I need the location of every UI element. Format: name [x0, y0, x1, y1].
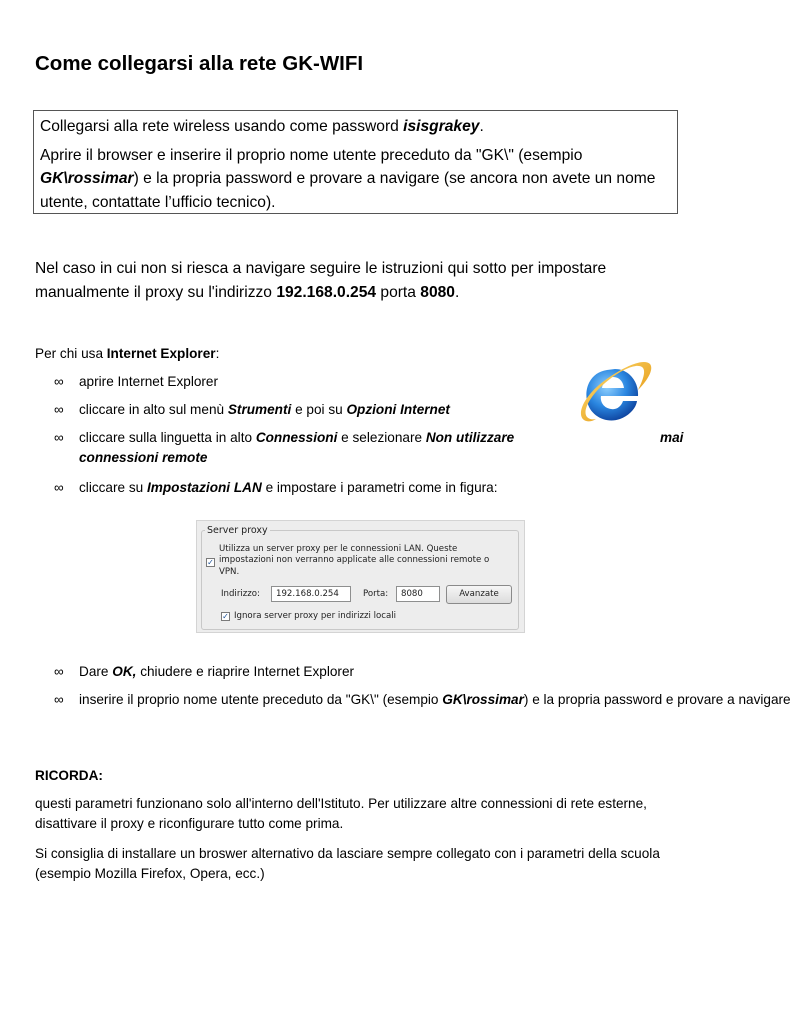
step-4-part: e impostare i parametri come in figura: — [261, 480, 498, 495]
page-title: Come collegarsi alla rete GK-WIFI — [35, 52, 364, 75]
wifi-password: isisgrakey — [403, 118, 480, 135]
step-1-text: aprire Internet Explorer — [79, 374, 219, 389]
internet-explorer-icon — [574, 356, 654, 432]
step-3-part: cliccare sulla linguetta in alto — [79, 430, 256, 445]
username-example: GK\rossimar — [442, 692, 524, 707]
box-p2-text: Aprire il browser e inserire il proprio nome utente preceduto da "GK\" (esempio — [40, 146, 583, 164]
username-example: GK\rossimar — [40, 170, 134, 187]
use-proxy-label-line-1: Utilizza un server proxy per le connessioni LAN. Queste — [219, 544, 458, 554]
ie-prefix: Per chi usa — [35, 346, 107, 361]
address-label: Indirizzo: — [221, 589, 260, 599]
step-2-part: e poi su — [291, 402, 347, 417]
button-impostazioni-lan: Impostazioni LAN — [147, 480, 262, 495]
proxy-settings-dialog — [196, 520, 525, 633]
option-non-utilizzare: Non utilizzare — [425, 430, 515, 445]
ok-label: OK, — [112, 664, 137, 679]
step-3-part: e selezionare — [337, 430, 426, 445]
proxy-ip: 192.168.0.254 — [276, 283, 377, 301]
box-paragraph-2 — [40, 144, 671, 215]
step-6-part: inserire il proprio nome utente preceduto da "GK\" (esempio — [79, 692, 443, 707]
step-5-text — [79, 662, 354, 682]
proxy-intro — [35, 257, 695, 304]
proxy-group-legend: Server proxy — [207, 525, 268, 536]
intro-mid: porta — [376, 283, 421, 301]
infinity-bullet-icon: ∞ — [54, 664, 64, 679]
box-p2-end: ) e la propria password e provare a navigare (se ancora non avete un nome utente, contattate l’ufficio tecnico). — [40, 170, 656, 211]
remember-heading-text: RICORDA: — [35, 768, 103, 783]
step-6-text — [79, 690, 791, 710]
use-proxy-label-line-2: impostazioni non verranno applicate alle connessioni remote o — [219, 555, 490, 566]
remember-heading — [35, 766, 103, 786]
step-5-part: chiudere e riaprire Internet Explorer — [136, 664, 355, 679]
bypass-local-label: Ignora server proxy per indirizzi locali — [234, 611, 397, 621]
use-proxy-label-line-3: VPN. — [219, 566, 240, 577]
proxy-port: 8080 — [420, 283, 455, 301]
ie-suffix: : — [215, 346, 220, 361]
option-mai: mai — [660, 430, 684, 445]
intro-end: . — [454, 283, 460, 301]
proxy-address-input[interactable]: 192.168.0.254 — [271, 586, 351, 602]
internet-explorer-logo — [574, 356, 654, 432]
infinity-bullet-icon: ∞ — [54, 692, 64, 707]
use-proxy-checkbox[interactable]: ✓ — [207, 558, 214, 567]
wifi-instructions-box — [33, 110, 678, 214]
bypass-local-checkbox[interactable]: ✓ — [222, 612, 229, 621]
intro-text: Nel caso in cui non si riesca a navigare seguire le istruzioni qui sotto per impostare manualmente il proxy su l'indirizzo — [35, 260, 607, 301]
step-2-text — [79, 400, 450, 420]
step-5-part: Dare — [79, 664, 113, 679]
box-p1-end: . — [479, 118, 484, 135]
menu-opzioni-internet: Opzioni Internet — [346, 402, 450, 417]
port-label: Porta: — [363, 589, 389, 599]
box-p1-text: Collegarsi alla rete wireless usando come password — [40, 118, 404, 135]
infinity-bullet-icon: ∞ — [54, 480, 64, 495]
advanced-button[interactable]: Avanzate — [446, 585, 512, 604]
step-4-text — [79, 478, 498, 498]
infinity-bullet-icon: ∞ — [54, 402, 64, 417]
step-2-part: cliccare in alto sul menù — [79, 402, 228, 417]
infinity-bullet-icon: ∞ — [54, 374, 64, 389]
step-6-part: ) e la propria password e provare a navigare — [523, 692, 791, 707]
remember-paragraph-2: Si consiglia di installare un broswer alternativo da lasciare sempre collegato con i parametri della scuola (esempio Mozilla Firefox, Opera, ecc.) — [35, 846, 660, 881]
tab-connessioni: Connessioni — [255, 430, 338, 445]
step-4-part: cliccare su — [79, 480, 147, 495]
step-3-text — [79, 428, 514, 448]
list-item — [54, 428, 687, 468]
infinity-bullet-icon: ∞ — [54, 430, 64, 445]
ie-browser-name: Internet Explorer — [106, 346, 216, 361]
menu-strumenti: Strumenti — [227, 402, 292, 417]
remember-paragraph-1: questi parametri funzionano solo all'interno dell'Istituto. Per utilizzare altre connessioni di rete esterne, disattivare il proxy e riconfigurare tutto come prima. — [35, 796, 647, 831]
box-paragraph-1 — [40, 115, 671, 139]
proxy-port-input[interactable]: 8080 — [396, 586, 440, 602]
option-connessioni-remote: connessioni remote — [79, 450, 208, 465]
ie-section-heading — [35, 344, 219, 364]
